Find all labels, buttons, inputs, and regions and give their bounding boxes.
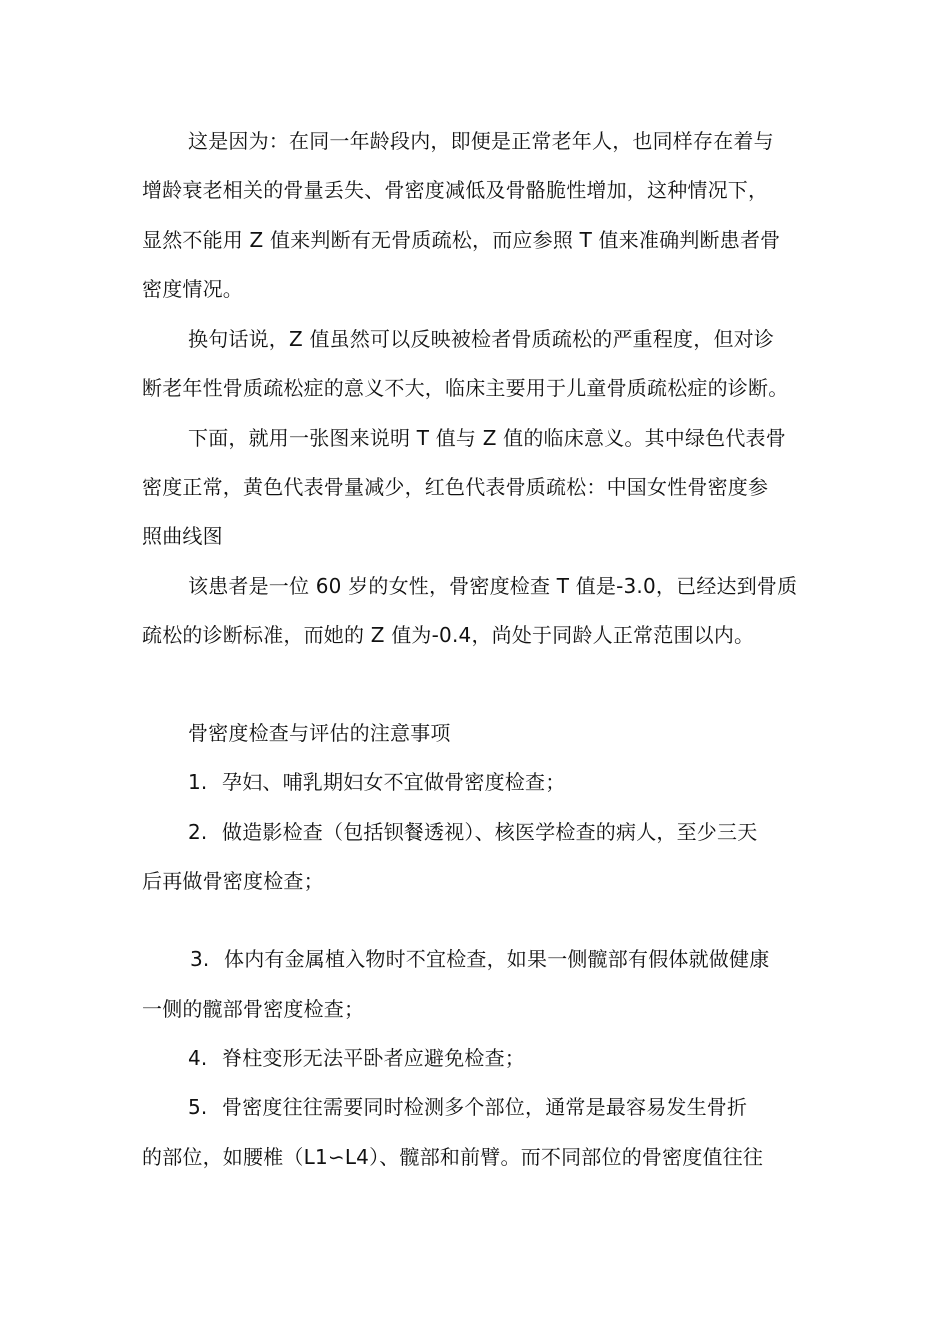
list-item-5 (188, 1093, 747, 1121)
paragraph-1-line-1: 这是因为：在同一年龄段内，即便是正常老年人，也同样存在着与 (188, 129, 774, 153)
list-item-text: 做造影检查（包括钡餐透视）、核医学检查的病人，至少三天 (222, 820, 758, 844)
section-title: 骨密度检查与评估的注意事项 (188, 721, 451, 745)
paragraph-3-line-2: 密度正常，黄色代表骨量减少，红色代表骨质疏松：中国女性骨密度参 (142, 475, 769, 499)
list-item-number: 5. (188, 1095, 208, 1119)
paragraph-2-line-2: 断老年性骨质疏松症的意义不大，临床主要用于儿童骨质疏松症的诊断。 (142, 376, 789, 400)
paragraph-1-line-2: 增龄衰老相关的骨量丢失、骨密度减低及骨骼脆性增加，这种情况下， (142, 178, 769, 202)
paragraph-4-line-2: 疏松的诊断标准，而她的 Z 值为-0.4，尚处于同龄人正常范围以内。 (142, 623, 755, 647)
list-item-text: 孕妇、哺乳期妇女不宜做骨密度检查； (222, 770, 566, 794)
paragraph-3-line-1: 下面，就用一张图来说明 T 值与 Z 值的临床意义。其中绿色代表骨 (188, 426, 786, 450)
list-item-3-continuation: 一侧的髋部骨密度检查； (142, 997, 365, 1021)
list-item-text: 体内有金属植入物时不宜检查，如果一侧髋部有假体就做健康 (224, 947, 770, 971)
list-item-number: 3. (190, 947, 210, 971)
list-item-number: 2. (188, 820, 208, 844)
paragraph-3-line-3: 照曲线图 (142, 524, 223, 548)
list-item-number: 4. (188, 1046, 208, 1070)
list-item-1 (188, 768, 565, 796)
list-item-2 (188, 818, 757, 846)
paragraph-2-line-1: 换句话说，Z 值虽然可以反映被检者骨质疏松的严重程度，但对诊 (188, 327, 775, 351)
list-item-2-continuation: 后再做骨密度检查； (142, 869, 324, 893)
list-item-text: 骨密度往往需要同时检测多个部位，通常是最容易发生骨折 (222, 1095, 748, 1119)
list-item-number: 1. (188, 770, 208, 794)
list-item-text: 脊柱变形无法平卧者应避免检查； (222, 1046, 525, 1070)
paragraph-4-line-1: 该患者是一位 60 岁的女性，骨密度检查 T 值是-3.0，已经达到骨质 (188, 574, 798, 598)
list-item-3 (190, 945, 769, 973)
list-item-5-continuation: 的部位，如腰椎（L1∽L4）、髋部和前臂。而不同部位的骨密度值往往 (142, 1145, 764, 1169)
list-item-4 (188, 1044, 525, 1072)
paragraph-1-line-4: 密度情况。 (142, 277, 243, 301)
paragraph-1-line-3: 显然不能用 Z 值来判断有无骨质疏松，而应参照 T 值来准确判断患者骨 (142, 228, 781, 252)
